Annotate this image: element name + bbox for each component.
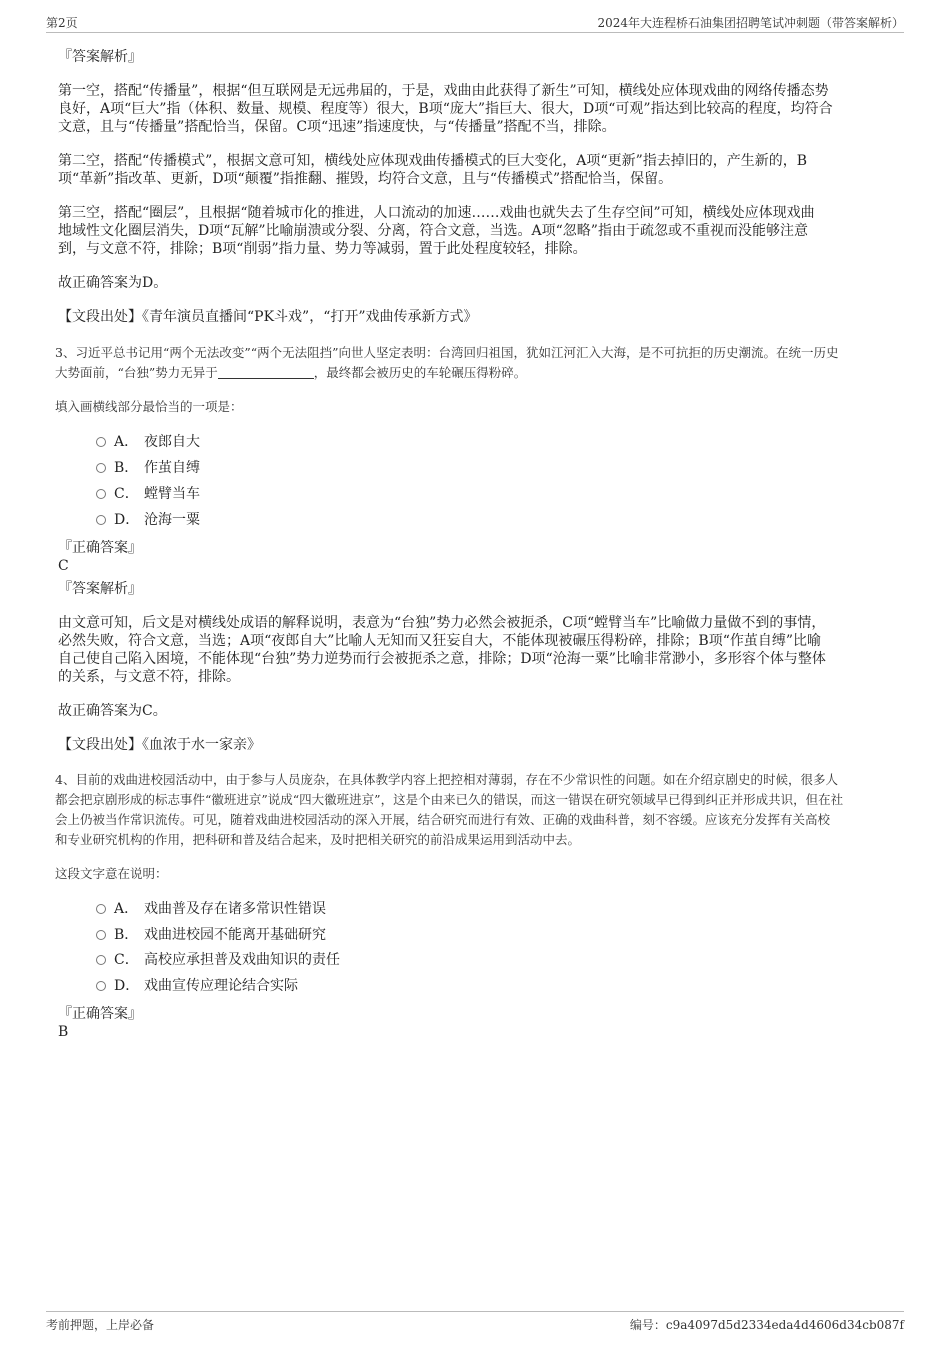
analysis-line: 良好，A项“巨大”指（体积、数量、规模、程度等）很大，B项“庞大”指巨大、很大，D项“可观”指达到比较高的程度，均符合 [58, 101, 833, 117]
answer-heading: 『正确答案』 [58, 1006, 142, 1022]
analysis-line: 第一空，搭配“传播量”，根据“但互联网是无远弗届的，于是，戏曲由此获得了新生”可知，横线处应体现戏曲的网络传播态势 [58, 83, 829, 99]
analysis-line: 自己使自己陷入困境，不能体现“台独”势力逆势而行会被扼杀之意，排除；D项“沧海一粟”比喻非常渺小，多形容个体与整体 [58, 651, 826, 667]
analysis-line: 必然失败，符合文意，当选；A项“夜郎自大”比喻人无知而又狂妄自大，不能体现被碾压得粉碎，排除；B项“作茧自缚”比喻 [58, 633, 822, 649]
page-header [46, 12, 904, 33]
option-a[interactable]: A． 夜郎自大 [96, 433, 200, 451]
analysis-heading: 『答案解析』 [58, 581, 142, 597]
analysis-line: 文意，且与“传播量”搭配恰当，保留。C项“迅速”指速度快，与“传播量”搭配不当，排除。 [58, 119, 616, 135]
radio-icon[interactable] [96, 930, 106, 940]
answer-value: B [58, 1024, 69, 1040]
question-stem: 3、习近平总书记用“两个无法改变”“两个无法阻挡”向世人坚定表明：台湾回归祖国，犹如江河汇入大海，是不可抗拒的历史潮流。在统一历史 [55, 345, 839, 360]
question-stem-text: ，最终都会被历史的车轮碾压得粉碎。 [313, 365, 527, 380]
radio-icon[interactable] [96, 981, 106, 991]
question-stem: 4、目前的戏曲进校园活动中，由于参与人员庞杂，在具体教学内容上把控相对薄弱，存在不少常识性的问题。如在介绍京剧史的时候，很多人 [55, 772, 838, 787]
source-citation: 【文段出处】《血浓于水一家亲》 [58, 737, 261, 753]
radio-icon[interactable] [96, 955, 106, 965]
analysis-line: 项“革新”指改革、更新，D项“颠覆”指推翻、摧毁，均符合文意，且与“传播模式”搭配恰当，保留。 [58, 171, 673, 187]
option-a[interactable]: A． 戏曲普及存在诸多常识性错误 [96, 900, 326, 918]
question-stem-text: 大势面前，“台独”势力无异于 [55, 365, 218, 380]
option-c[interactable]: C． 高校应承担普及戏曲知识的责任 [96, 951, 340, 969]
radio-icon[interactable] [96, 489, 106, 499]
question-stem-line [55, 363, 895, 383]
question-stem: 会上仍被当作常识流传。可见，随着戏曲进校园活动的深入开展，结合研究而进行有效、正确的戏曲科普，刻不容缓。应该充分发挥有关高校 [55, 812, 831, 827]
conclusion: 故正确答案为D。 [58, 275, 168, 291]
analysis-line: 第二空，搭配“传播模式”，根据文意可知，横线处应体现戏曲传播模式的巨大变化，A项“更新”指去掉旧的，产生新的，B [58, 153, 808, 169]
document-title: 2024年大连程桥石油集团招聘笔试冲刺题（带答案解析） [597, 16, 904, 30]
radio-icon[interactable] [96, 463, 106, 473]
question-stem: 都会把京剧形成的标志事件“徽班进京”说成“四大徽班进京”，这是个由来已久的错误，而这一错误在研究领域早已得到纠正并形成共识，但在社 [55, 792, 844, 807]
analysis-heading: 『答案解析』 [58, 49, 142, 65]
option-d[interactable]: D． 沧海一粟 [96, 511, 200, 529]
footer-slogan: 考前押题，上岸必备 [46, 1318, 155, 1332]
analysis-line: 到，与文意不符，排除；B项“削弱”指力量、势力等减弱，置于此处程度较轻，排除。 [58, 241, 587, 257]
option-d[interactable]: D． 戏曲宣传应理论结合实际 [96, 977, 298, 995]
option-c[interactable]: C． 螳臂当车 [96, 485, 200, 503]
option-b[interactable]: B． 作茧自缚 [96, 459, 200, 477]
question-stem: 和专业研究机构的作用，把科研和普及结合起来，及时把相关研究的前沿成果运用到活动中去。 [55, 832, 581, 847]
radio-icon[interactable] [96, 904, 106, 914]
source-citation: 【文段出处】《青年演员直播间“PK斗戏”，“打开”戏曲传承新方式》 [58, 309, 478, 325]
radio-icon[interactable] [96, 515, 106, 525]
page-footer [46, 1311, 904, 1334]
analysis-line: 第三空，搭配“圈层”，且根据“随着城市化的推进，人口流动的加速……戏曲也就失去了生存空间”可知，横线处应体现戏曲 [58, 205, 815, 221]
radio-icon[interactable] [96, 437, 106, 447]
option-b[interactable]: B． 戏曲进校园不能离开基础研究 [96, 926, 326, 944]
answer-heading: 『正确答案』 [58, 540, 142, 556]
question-prompt: 这段文字意在说明： [55, 866, 168, 881]
fill-blank [218, 366, 314, 379]
page-number: 第2页 [46, 16, 78, 30]
analysis-line: 地域性文化圈层消失，D项“瓦解”比喻崩溃或分裂、分离，符合文意，当选。A项“忽略”指由于疏忽或不重视而没能够注意 [58, 223, 808, 239]
conclusion: 故正确答案为C。 [58, 703, 167, 719]
analysis-line: 由文意可知，后文是对横线处成语的解释说明，表意为“台独”势力必然会被扼杀，C项“螳臂当车”比喻做力量做不到的事情， [58, 615, 826, 631]
answer-value: C [58, 558, 69, 574]
question-prompt: 填入画横线部分最恰当的一项是： [55, 399, 243, 414]
document-code: 编号：c9a4097d5d2334eda4d4606d34cb087f [629, 1318, 904, 1332]
analysis-line: 的关系，与文意不符，排除。 [58, 669, 240, 685]
